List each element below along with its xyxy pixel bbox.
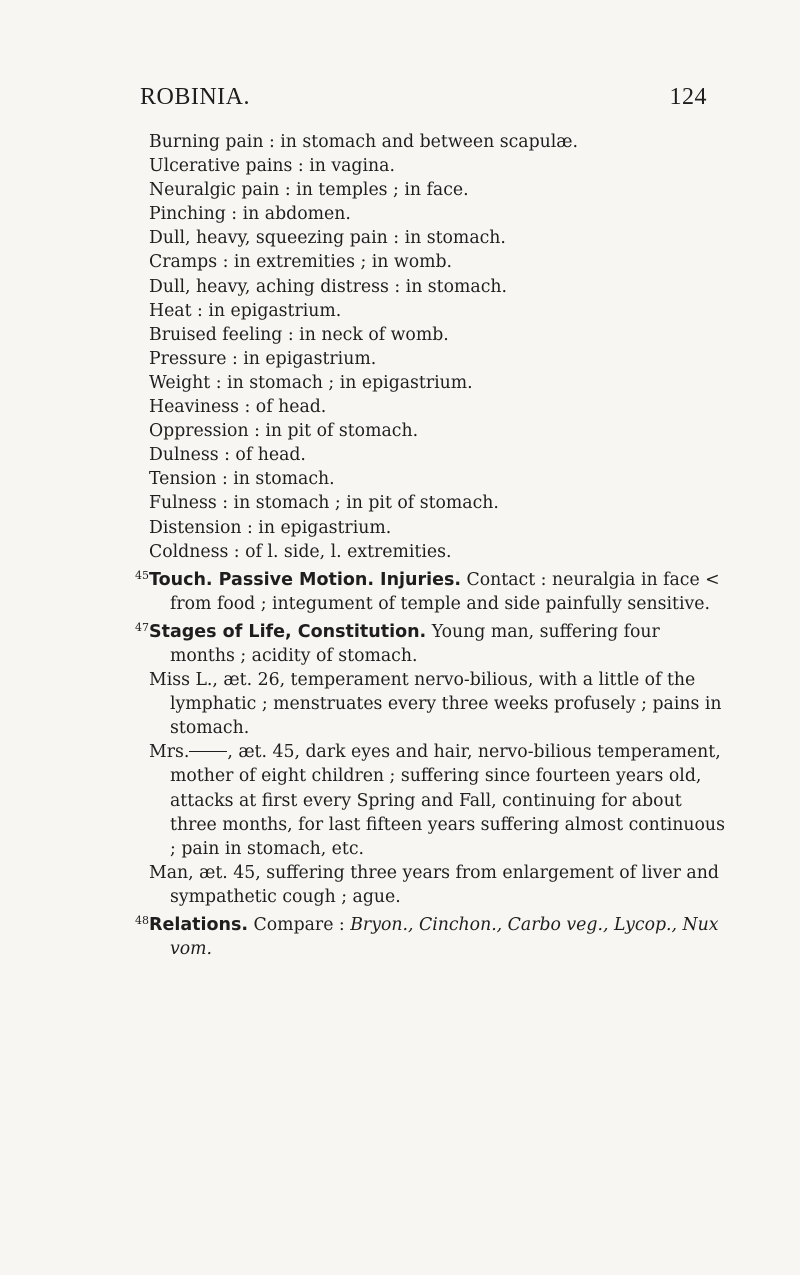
symptom-line: Dull, heavy, squeezing pain : in stomach.: [149, 228, 506, 249]
remedy-list: Bryon., Cinchon., Carbo veg., Lycop., Nux vom.: [170, 915, 719, 960]
section-relations: [135, 909, 730, 961]
symptom-line: Coldness : of l. side, l. extremities.: [149, 541, 452, 562]
symptom-line: Tension : in stomach.: [149, 469, 335, 490]
case-miss-l: Miss L., æt. 26, temperament nervo-bilious, with a little of the lymphatic ; menstruates every three weeks profusely ; pains in stomach.: [149, 670, 722, 739]
symptom-line: Heaviness : of head.: [149, 397, 327, 418]
symptom-line: Fulness : in stomach ; in pit of stomach.: [149, 493, 499, 514]
page-header: [140, 84, 707, 120]
symptom-line: Weight : in stomach ; in epigastrium.: [149, 372, 473, 393]
symptom-line: Pressure : in epigastrium.: [149, 348, 377, 369]
symptom-line: Ulcerative pains : in vagina.: [149, 156, 395, 177]
page-number: 124: [669, 84, 707, 110]
section-number: 45: [135, 568, 149, 582]
symptom-line: Distension : in epigastrium.: [149, 517, 392, 538]
case-prefix: Mrs.: [149, 742, 190, 763]
section-text: Contact : neuralgia in face < from food ; integument of temple and side painfully sensitive.: [170, 569, 720, 614]
symptom-line: Cramps : in extremities ; in womb.: [149, 252, 453, 273]
symptom-line: Heat : in epigastrium.: [149, 300, 342, 321]
case-man: Man, æt. 45, suffering three years from enlargement of liver and sympathetic cough ; ague.: [149, 862, 719, 907]
case-mrs: [149, 740, 730, 860]
name-dash: [189, 751, 227, 752]
section-number: 48: [135, 914, 149, 927]
page-body: [135, 130, 730, 961]
section-touch: [135, 564, 730, 616]
running-title: ROBINIA.: [140, 84, 250, 110]
case-text: , æt. 45, dark eyes and hair, nervo-bilious temperament, mother of eight children ; suffering since fourteen years old, attacks at first every Spring and Fall, continuing for about three months, for last fifteen years suffering almost continuous ; pain in stomach, etc.: [170, 742, 725, 859]
section-title: Stages of Life, Constitution.: [149, 621, 427, 642]
symptom-line: Bruised feeling : in neck of womb.: [149, 324, 449, 345]
symptom-line: Dulness : of head.: [149, 445, 306, 466]
section-text: Young man, suffering four months ; acidity of stomach.: [170, 621, 660, 666]
symptom-line: Neuralgic pain : in temples ; in face.: [149, 180, 469, 201]
symptom-line: Burning pain : in stomach and between scapulæ.: [149, 132, 579, 152]
section-stages-of-life: [135, 616, 730, 668]
symptom-line: Dull, heavy, aching distress : in stomach.: [149, 276, 508, 297]
section-number: 47: [135, 620, 149, 634]
section-title: Relations.: [149, 915, 249, 935]
symptom-line: Oppression : in pit of stomach.: [149, 421, 419, 442]
symptom-line: Pinching : in abdomen.: [149, 204, 351, 225]
section-text: Compare :: [248, 915, 351, 935]
section-title: Touch. Passive Motion. Injuries.: [149, 569, 462, 590]
